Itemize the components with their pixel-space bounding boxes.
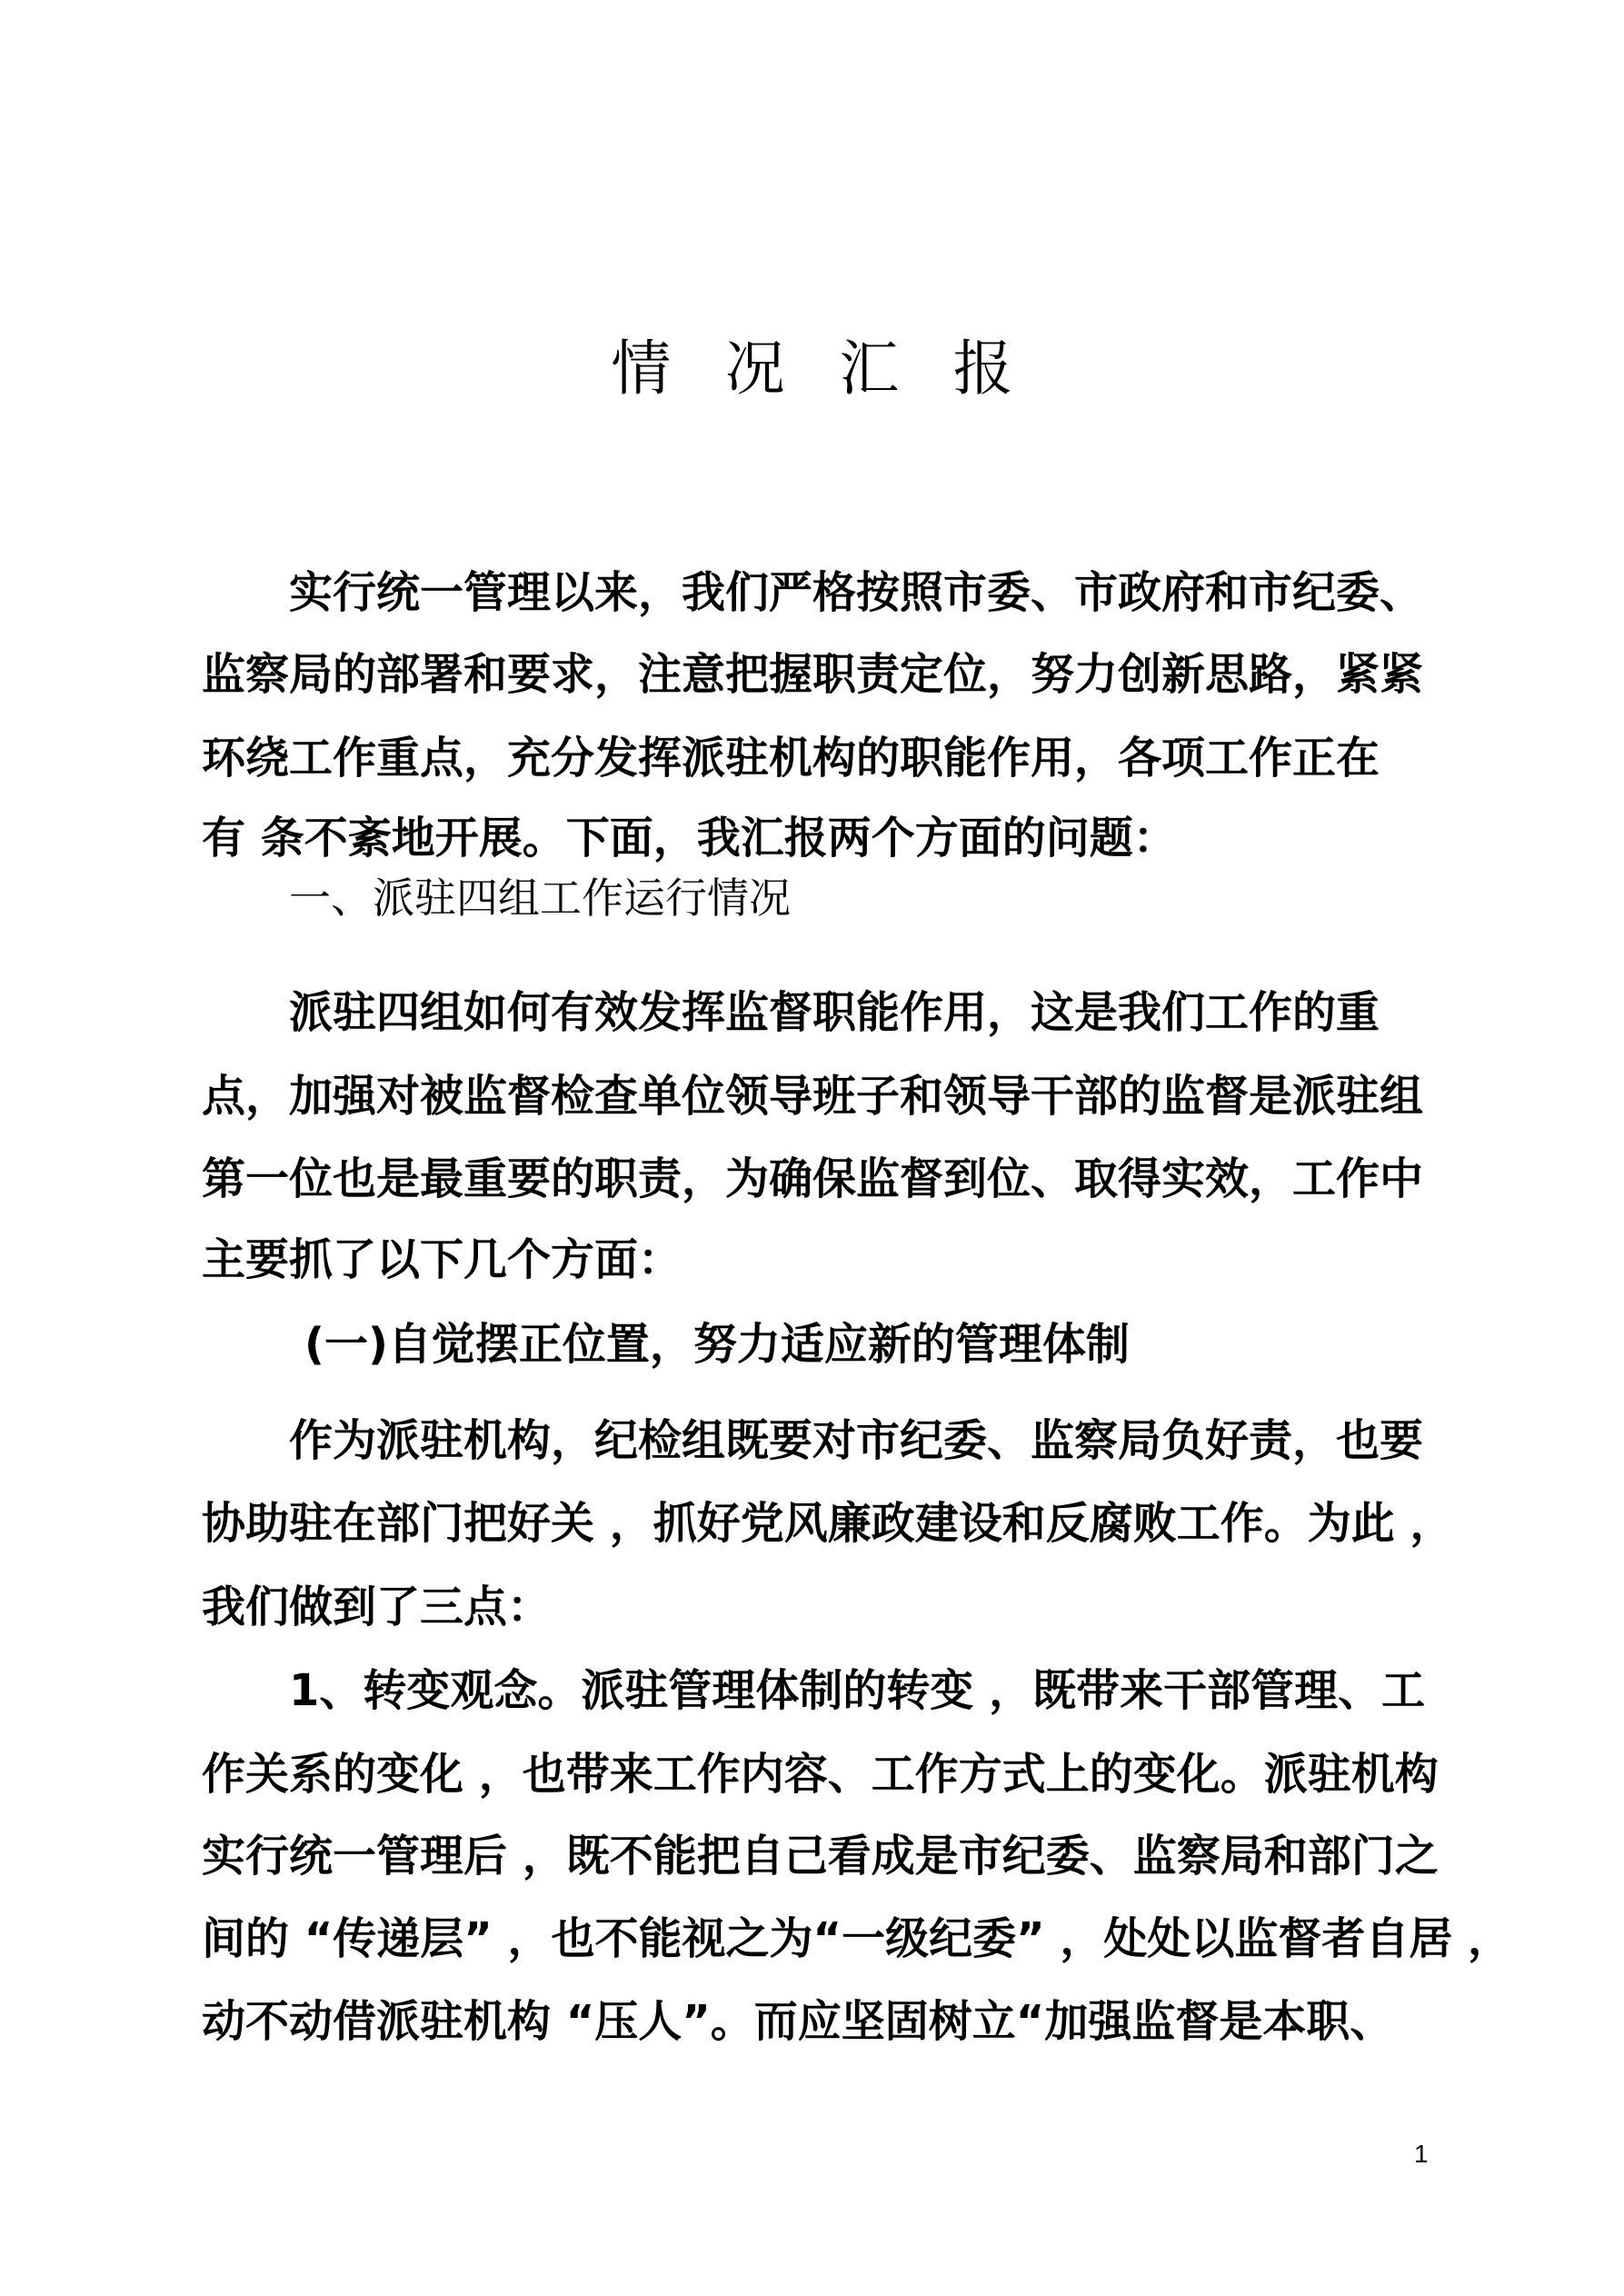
section1-line-1: 派驻四组如何有效发挥监督职能作用，这是我们工作的重 xyxy=(289,987,1380,1038)
section1-heading: 一、派驻四组工作运行情况 xyxy=(289,873,791,923)
point1-line-2: 作关系的变化 ，也带来工作内容、工作方式上的变化。派驻机构 xyxy=(202,1749,1439,1800)
page-number: 1 xyxy=(1414,2140,1429,2168)
point1-line-3: 实行统一管理后 ，既不能把自己看成是市纪委、监察局和部门之 xyxy=(202,1831,1439,1882)
intro-line-1: 实行统一管理以来，我们严格按照市委、市政府和市纪委、 xyxy=(289,567,1424,618)
section1-line-3: 第一位也是最重要的职责，为确保监督到位、取得实效，工作中 xyxy=(202,1153,1424,1204)
intro-line-4: 有 条不紊地开展。下面，我汇报两个方面的问题： xyxy=(202,813,1177,863)
subsection1-heading: (一)自觉摆正位置，努力适应新的管理体制 xyxy=(304,1319,1130,1370)
subsection1-line-2: 协助驻在部门把好关 ，抓好党风廉政建设和反腐败工作。为此 ， xyxy=(202,1498,1454,1549)
point1-line-1: 1、转变观念。派驻管理体制的转变 ，既带来干部管理、工 xyxy=(289,1665,1426,1716)
intro-line-3: 环绕工作重点，充分发挥派驻机构的职能作用，各项工作正在 xyxy=(202,733,1380,784)
section1-line-4: 主要抓了以下几个方面： xyxy=(202,1234,682,1285)
section1-line-2: 点，加强对被监督检查单位领导班子和领导干部的监督是派驻组 xyxy=(202,1071,1424,1122)
subsection1-line-3: 我们做到了三点： xyxy=(202,1582,552,1632)
point1-line-5: 动不动借派驻机构 “压人”。而应坚固树立“加强监督是本职、 xyxy=(202,1996,1394,2047)
point1-line-4: 间的 “传递层” ，也不能视之为“一级纪委” ，处处以监督者自居 ， xyxy=(202,1913,1512,1964)
document-title: 情况汇报 xyxy=(611,334,1067,404)
intro-line-2: 监察局的部署和要求，注意把握职责定位，努力创新思路，紧紧 xyxy=(202,649,1424,700)
subsection1-line-1: 作为派驻机构，纪检组既要对市纪委、监察局负好责，也要 xyxy=(289,1415,1424,1466)
